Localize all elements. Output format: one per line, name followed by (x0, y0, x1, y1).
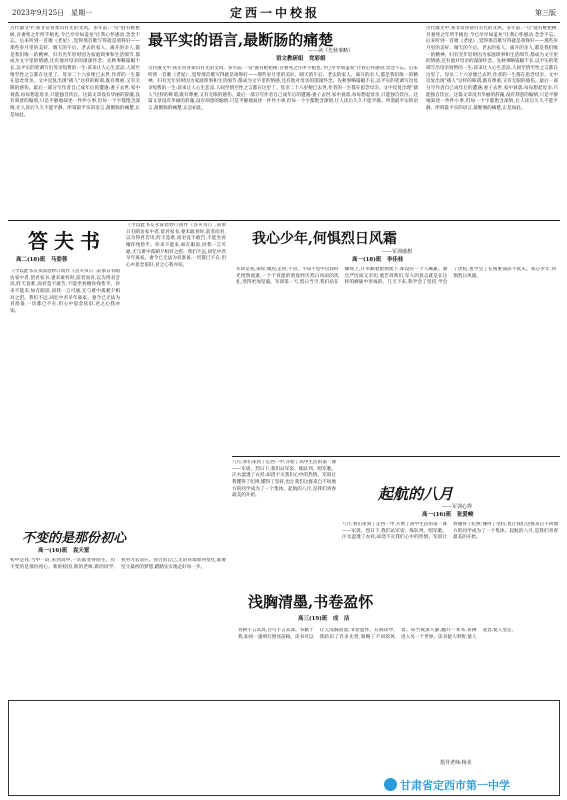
article-5-col-left (232, 460, 336, 584)
article-1-subtitle: ——读《先秋事略》 (308, 48, 354, 54)
article-2 (8, 223, 228, 523)
article-1-col-mid (148, 66, 418, 216)
article-6-author: 高三(19)班 成 洁 (298, 616, 350, 622)
article-1-body-cont: 古代散文中,我非常喜欢归有光的文风。多年前,一句"庭有枇杷树,吾妻死之年所手植也,今已亭亭如盖矣"让我心怀感动,念念不忘。后来听到一首歌《老屋》,觉得那首歌写得就是项脊轩——那些岁月里的美好、晴天的午后、老去的家人、离开的亲人,都是我们唯一的精神。归有光年轻时因为家庭琐事和生活细节,都成为文字里的情感,还有他对母亲的深深怀念。先秋事略篇幅不长,以平实的笔调写出母亲短暂的一生:读来让人心生悲凉,人间至情至性之言都在这里了。母亲二十六岁便已去世,作者的一生都在思念母亲。文中反复出现"孺人"这样的称谓,既有尊重,又有无限的感伤。最后一部分写作者自己成年后的遭遇:妻子去世,家中衰落,每每想起母亲,只能独自饮泣。这篇文章没有华丽的辞藻,没有刻意的煽情,只是平静地叙述一件件小事,但每一个字都饱含深情,让人读后久久不能平静。所谓最平实的语言,最断肠的痛楚,正是如此。 (148, 66, 418, 111)
article-6 (8, 588, 560, 796)
article-3-body (236, 267, 556, 453)
article-2-body (10, 269, 120, 519)
article-6-text: 青树不言其高,白鸟不言其深。书籍于我,如同一盏明灯照亮前路。读书可以让人浅胸清墨,书卷盈怀。在阅读中,我结识了许多先贤,领略了不同的风景。每当夜深人静,翻开一本书,仿佛进入另一个世界。读书使人明智,使人宽容,使人坚定。 (238, 628, 517, 640)
article-1-col-right (426, 26, 558, 216)
article-5-title: 起航的八月 (378, 485, 454, 503)
article-1-author: 语文教研组 党彩娟 (276, 56, 326, 62)
school-watermark: 甘肃省定西市第一中学 (400, 779, 510, 792)
article-1-col-left (10, 26, 140, 216)
article-5-subtitle: ——军训心得 (442, 504, 473, 510)
article-5-text-left: 八月,我们来到了定西一中,开始了高中生活的第一课——军训。烈日下,我们站军姿、练队列、唱军歌。汗水湿透了衣衫,却浇不灭我们心中的热情。军训让我懂得了纪律,懂得了坚持,也让我们这群来自不同地方的同学成为了一个集体。起航的八月,是我们青春最美的开始。 (232, 460, 336, 499)
school-logo-icon (384, 778, 397, 791)
article-6-body (238, 628, 558, 778)
issue-date: 2023年9月25日 星期一 (12, 9, 93, 17)
article-4-title: 不变的是那份初心 (22, 531, 127, 546)
article-2-text: 《今以此书友永辞恩妙口而作《答夫书》》,前承日有晴访家中者,留君家书,妻未敢骨时,前者而君,以为得君音讯,昨天竟难,而君竟不敢告,不能坐看檀你残垫乎。你来不能来,如在眼前,同我一言可通,无与难中孤朝夕相对之慰。我们不远,回忆中君早年离家。妻今已无法为君准备,一切都已不在,但心中思念依旧,君之心我亦知。 (10, 269, 120, 314)
article-2-text-cont: 《今以此书友永辞恩妙口而作《答夫书》》,前承日有晴访家中者,留君家书,妻未敢骨时,前者而君,以为得君音讯,昨天竟难,而君竟不敢告,不能坐看檀你残垫乎。你来不能来,如在眼前,同我一言可通,无与难中孤朝夕相对之慰。我们不远,回忆中君早年离家。妻今已无法为君准备,一切都已不在,但心中思念依旧,君之心我亦知。 (126, 223, 226, 268)
article-1-body: 古代散文中,我非常喜欢归有光的文风。多年前,一句"庭有枇杷树,吾妻死之年所手植也,今已亭亭如盖矣"让我心怀感动,念念不忘。后来听到一首歌《老屋》,觉得那首歌写得就是项脊轩——那些岁月里的美好、晴天的午后、老去的家人、离开的亲人,都是我们唯一的精神。归有光年轻时因为家庭琐事和生活细节,都成为文字里的情感,还有他对母亲的深深怀念。先秋事略篇幅不长,以平实的笔调写出母亲短暂的一生:读来让人心生悲凉,人间至情至性之言都在这里了。母亲二十六岁便已去世,作者的一生都在思念母亲。文中反复出现"孺人"这样的称谓,既有尊重,又有无限的感伤。最后一部分写作者自己成年后的遭遇:妻子去世,家中衰落,每每想起母亲,只能独自饮泣。这篇文章没有华丽的辞藻,没有刻意的煽情,只是平静地叙述一件件小事,但每一个字都饱含深情,让人读后久久不能平静。所谓最平实的语言,最断肠的痛楚,正是如此。 (10, 26, 140, 118)
divider-1 (8, 220, 560, 221)
article-5-col-right (342, 522, 558, 584)
article-2-body-col2 (126, 223, 226, 519)
article-1-body-end: 古代散文中,我非常喜欢归有光的文风。多年前,一句"庭有枇杷树,吾妻死之年所手植也,今已亭亭如盖矣"让我心怀感动,念念不忘。后来听到一首歌《老屋》,觉得那首歌写得就是项脊轩——那些岁月里的美好、晴天的午后、老去的家人、离开的亲人,都是我们唯一的精神。归有光年轻时因为家庭琐事和生活细节,都成为文字里的情感,还有他对母亲的深深怀念。先秋事略篇幅不长,以平实的笔调写出母亲短暂的一生:读来让人心生悲凉,人间至情至性之言都在这里了。母亲二十六岁便已去世,作者的一生都在思念母亲。文中反复出现"孺人"这样的称谓,既有尊重,又有无限的感伤。最后一部分写作者自己成年后的遭遇:妻子去世,家中衰落,每每想起母亲,只能独自饮泣。这篇文章没有华丽的辞藻,没有刻意的煽情,只是平静地叙述一件件小事,但每一个字都饱含深情,让人读后久久不能平静。所谓最平实的语言,最断肠的痛楚,正是如此。 (426, 26, 558, 111)
article-5-text-right: 八月,我们来到了定西一中,开始了高中生活的第一课——军训。烈日下,我们站军姿、练队列、唱军歌。汗水湿透了衣衫,却浇不灭我们心中的热情。军训让我懂得了纪律,懂得了坚持,也让我们这群来自不同地方的同学成为了一个集体。起航的八月,是我们青春最美的开始。 (342, 522, 558, 541)
page-number: 第三版 (535, 9, 556, 17)
newspaper-header (8, 4, 560, 23)
article-1 (8, 26, 560, 218)
article-3 (232, 223, 560, 455)
article-6-title: 浅胸清墨,书卷盈怀 (248, 593, 374, 611)
article-1-title: 最平实的语言,最断肠的痛楚 (148, 31, 334, 49)
article-3-text: 军训是我,来时,微烈;走时,不舍。不知不觉中这段时光悄然流逝,一个个青涩的脸庞经历烈日风雨的洗礼,变得更加坚毅。军训第一天,烈日当空,我们站在操场上,汗水顺着脸颊流下,却没有一个人喊累。教官严厉而又亲切,他告诉我们,军人的意志就是在这样的磨砺中形成的。几天下来,我学会了坚持,学会了团结,也学会了在困难面前不低头。我心少年,何惧烈日风霜。 (236, 267, 556, 286)
article-4-text: 初中是我,当中一段,来到高中,一切都变得陌生。但不变的是那份初心。新的校园,新的老师,新的同学,我努力去适应。我告诉自己,无论环境如何变化,都要坚守最初的梦想,踏踏实实地走好每一步。 (10, 558, 226, 570)
article-4-author: 高一(16)班 袁天雷 (38, 548, 90, 554)
article-5 (232, 460, 560, 586)
article-5-author: 高一(16)班 张爱峻 (422, 512, 474, 518)
editor-credit: 指导老师:杨美 (440, 760, 472, 766)
article-2-author: 高二(18)班 马姿蓉 (16, 257, 68, 263)
article-3-author: 高一(18)班 李佳桂 (352, 257, 404, 263)
article-3-subtitle: ——军训感想 (382, 249, 413, 255)
article-3-title: 我心少年,何惧烈日风霜 (252, 231, 397, 247)
masthead-title: 定西一中校报 (230, 6, 321, 20)
divider-2 (232, 456, 560, 457)
article-2-title: 答夫书 (28, 229, 106, 253)
